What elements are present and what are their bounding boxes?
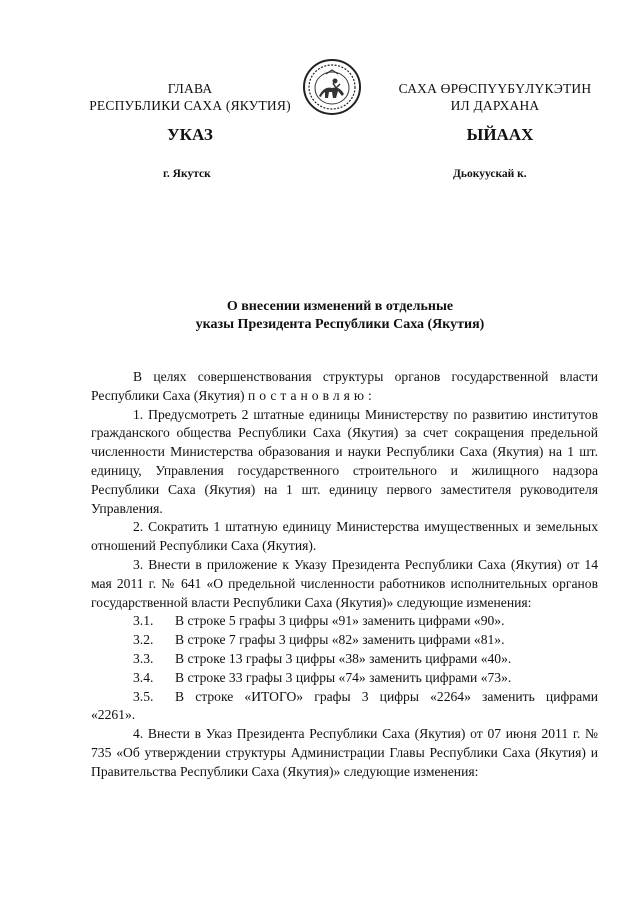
list-item-text: В строке «ИТОГО» графы 3 цифры «2264» заменить цифрами	[175, 688, 598, 704]
list-item-text: В строке 7 графы 3 цифры «82» заменить цифрами «81».	[175, 632, 505, 648]
header-left-line1: ГЛАВА	[167, 81, 213, 96]
document-title-line1: О внесении изменений в отдельные	[226, 299, 454, 314]
list-item	[91, 612, 598, 631]
list-item-num: 3.5.	[133, 688, 154, 704]
paragraph-3: 3. Внести в приложение к Указу Президента Республики Саха (Якутия) от 14 мая 2011 г. № 641 «О предельной численности работников исполнительных органов государственной власти Республики Саха (Якутия)» следующие изменения:	[91, 556, 598, 610]
title-yiyaakh: ЫЙААХ	[466, 125, 534, 144]
paragraph-1: 1. Предусмотреть 2 штатные единицы Министерству по развитию институтов гражданского общества Республики Саха (Якутия) за счет сокращения предельной численности Министерства образования и науки Республики Саха (Якутия) на 1 шт. единицу, Управления государственного строительного и жилищного надзора Республики Саха (Якутия) на 1 шт. единицу первого заместителя руководителя Управления.	[91, 406, 598, 516]
header-left	[70, 80, 310, 114]
list-item-text: В строке 33 графы 3 цифры «74» заменить цифрами «73».	[175, 669, 512, 685]
header-right	[375, 80, 615, 114]
coat-of-arms-icon	[302, 58, 362, 116]
header-right-line2: ИЛ ДАРХАНА	[450, 98, 540, 113]
intro-text: В целях совершенствования структуры органов государственной власти Республики Саха (Якутия)	[91, 369, 598, 403]
intro-word: постановляю:	[247, 387, 376, 403]
document-title-line2: указы Президента Республики Саха (Якутия)	[195, 317, 485, 332]
list-item-continuation: «2261».	[91, 707, 136, 723]
paragraph-4: 4. Внести в Указ Президента Республики Саха (Якутия) от 07 июня 2011 г. № 735 «Об утверждении структуры Администрации Главы Республики Саха (Якутия) и Правительства Республики Саха (Якутия)» следующие изменения:	[91, 726, 598, 779]
document-title	[140, 298, 540, 334]
list-item-text: В строке 13 графы 3 цифры «38» заменить цифрами «40».	[175, 650, 512, 666]
list-item-text: В строке 5 графы 3 цифры «91» заменить цифрами «90».	[175, 613, 505, 629]
list-item	[91, 669, 598, 688]
list-item-num: 3.4.	[133, 669, 154, 685]
document-body	[91, 368, 598, 782]
paragraph-2: 2. Сократить 1 штатную единицу Министерства имущественных и земельных отношений Республики Саха (Якутия).	[91, 519, 598, 554]
city-left: г. Якутск	[163, 168, 211, 180]
list-item-num: 3.2.	[133, 632, 154, 648]
intro-paragraph	[91, 368, 598, 406]
list-item	[91, 650, 598, 669]
list-item-num: 3.3.	[133, 650, 154, 666]
list-item-num: 3.1.	[133, 613, 154, 629]
title-ukaz: УКАЗ	[167, 125, 213, 144]
header-left-line2: РЕСПУБЛИКИ САХА (ЯКУТИЯ)	[89, 98, 291, 113]
header-right-line1: САХА ӨРӨСПҮҮБҮЛҮКЭТИН	[398, 81, 592, 96]
list-item	[91, 688, 598, 707]
city-right: Дьокуускай к.	[453, 168, 527, 180]
list-item	[91, 631, 598, 650]
